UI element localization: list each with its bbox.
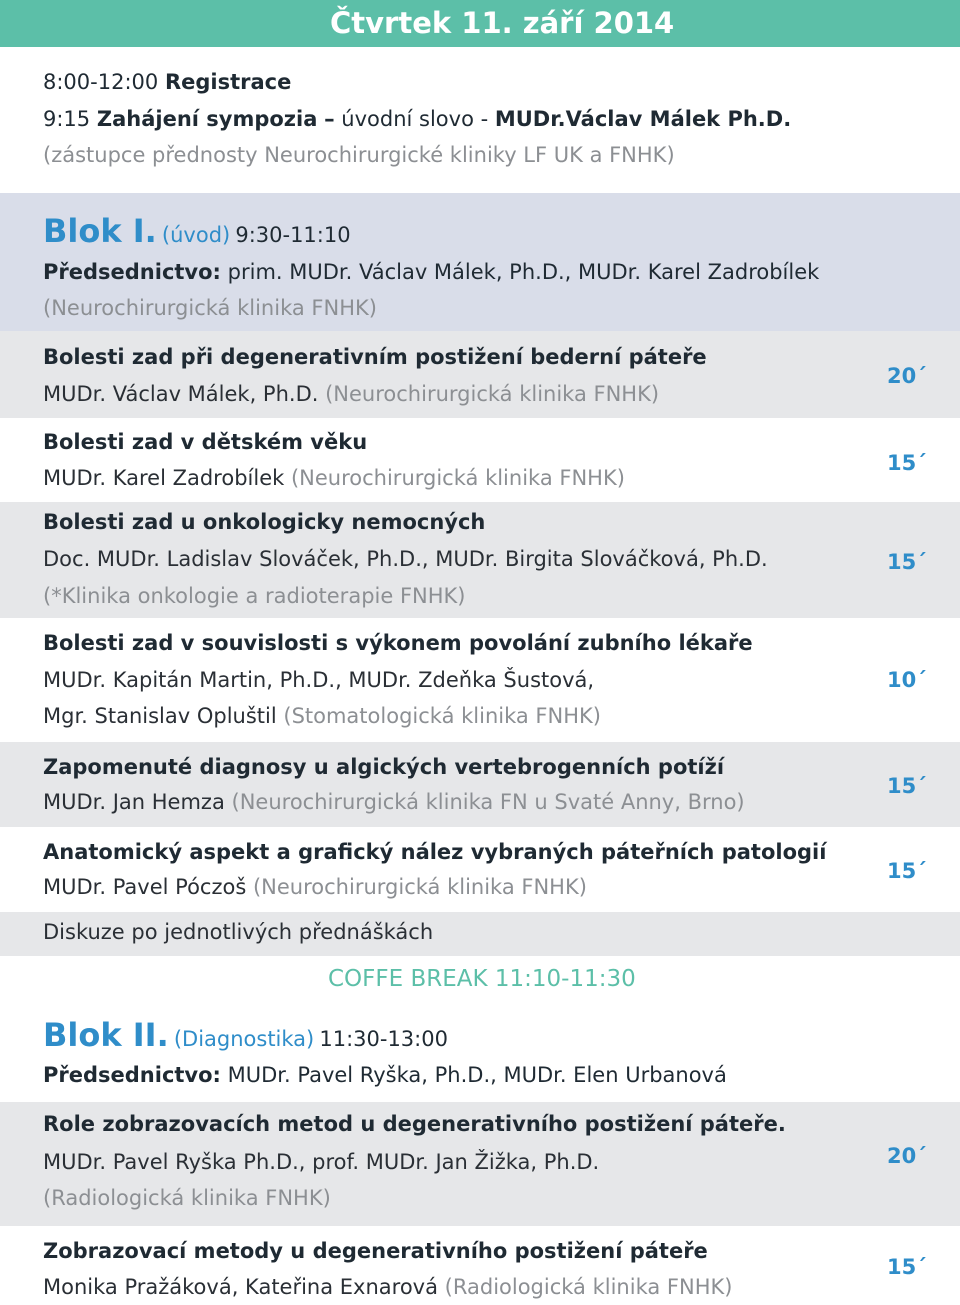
- talk-affiliation: (Radiologická klinika FNHK): [43, 1186, 331, 1210]
- talk-speaker: MUDr. Pavel Ryška Ph.D., prof. MUDr. Jan Žižka, Ph.D.: [43, 1150, 600, 1174]
- talk-affiliation: (Stomatologická klinika FNHK): [283, 704, 601, 728]
- talk-duration: 15´: [887, 550, 927, 574]
- block1-chair-affiliation: (Neurochirurgická klinika FNHK): [43, 296, 377, 320]
- talk-title: Zobrazovací metody u degenerativního postižení páteře: [43, 1239, 708, 1263]
- talk-duration: 15´: [887, 859, 927, 883]
- block2-label: Blok II.: [43, 1016, 169, 1054]
- talk-title: Bolesti zad v dětském věku: [43, 430, 368, 454]
- opening-note: (zástupce přednosty Neurochirurgické kliniky LF UK a FNHK): [43, 143, 675, 167]
- opening-line: [43, 109, 791, 130]
- chair-label: Předsednictvo:: [43, 260, 221, 284]
- block2-theme: (Diagnostika): [173, 1027, 315, 1051]
- talk-speaker-line: [43, 792, 745, 813]
- discussion-text: Diskuze po jednotlivých přednáškách: [43, 920, 434, 944]
- talk-speaker-line: [43, 877, 587, 898]
- opening-word: úvodní slovo -: [341, 107, 489, 131]
- registration-time: 8:00-12:00: [43, 70, 159, 94]
- talk-affiliation: (Neurochirurgická klinika FNHK): [325, 382, 660, 406]
- block1-theme: (úvod): [161, 223, 231, 247]
- talk-speaker: Monika Pražáková, Kateřina Exnarová: [43, 1275, 438, 1299]
- opening-time: 9:15: [43, 107, 91, 131]
- talk-speaker: MUDr. Jan Hemza: [43, 790, 225, 814]
- block2-time: 11:30-13:00: [319, 1027, 448, 1051]
- talk-duration: 15´: [887, 451, 927, 475]
- chair-names: prim. MUDr. Václav Málek, Ph.D., MUDr. Karel Zadrobílek: [227, 260, 820, 284]
- block2-heading: [43, 1016, 448, 1054]
- chair-names: MUDr. Pavel Ryška, Ph.D., MUDr. Elen Urbanová: [227, 1063, 727, 1087]
- talk-speaker: MUDr. Kapitán Martin, Ph.D., MUDr. Zdeňka Šustová,: [43, 668, 595, 692]
- talk-title: Bolesti zad u onkologicky nemocných: [43, 510, 486, 534]
- talk-speaker-line: [43, 706, 601, 727]
- talk-duration: 20´: [887, 1144, 927, 1168]
- opening-dash: –: [324, 107, 335, 131]
- talk-speaker-line: [43, 1277, 732, 1298]
- talk-speaker: MUDr. Václav Málek, Ph.D.: [43, 382, 319, 406]
- talk-affiliation: (Neurochirurgická klinika FNHK): [252, 875, 587, 899]
- talk-speaker-line: [43, 384, 659, 405]
- talk-title: Bolesti zad v souvislosti s výkonem povolání zubního lékaře: [43, 631, 753, 655]
- talk-affiliation: (Neurochirurgická klinika FN u Svaté Anny, Brno): [231, 790, 745, 814]
- registration-line: [43, 72, 291, 93]
- talk-title: Bolesti zad při degenerativním postižení bederní páteře: [43, 345, 707, 369]
- coffee-break: COFFE BREAK 11:10-11:30: [328, 966, 636, 992]
- talk-title: Zapomenuté diagnosy u algických vertebrogenních potíží: [43, 755, 725, 779]
- block2-chairs: [43, 1065, 727, 1086]
- talk-duration: 20´: [887, 364, 927, 388]
- block1-time: 9:30-11:10: [235, 223, 351, 247]
- registration-label: Registrace: [164, 70, 292, 94]
- opening-label: Zahájení sympozia: [96, 107, 318, 131]
- talk-speaker-line: [43, 468, 625, 489]
- opening-speaker: MUDr.Václav Málek Ph.D.: [494, 107, 792, 131]
- block1-chairs: [43, 262, 819, 283]
- block1-label: Blok I.: [43, 212, 157, 250]
- talk-title: Role zobrazovacích metod u degenerativního postižení páteře.: [43, 1112, 786, 1136]
- talk-duration: 15´: [887, 774, 927, 798]
- chair-label: Předsednictvo:: [43, 1063, 221, 1087]
- talk-speaker-2: Mgr. Stanislav Opluštil: [43, 704, 277, 728]
- talk-affiliation: (Neurochirurgická klinika FNHK): [290, 466, 625, 490]
- date-title: Čtvrtek 11. září 2014: [330, 6, 675, 40]
- talk-speaker: MUDr. Pavel Póczoš: [43, 875, 247, 899]
- talk-affiliation: (*Klinika onkologie a radioterapie FNHK): [43, 584, 466, 608]
- talk-speaker: MUDr. Karel Zadrobílek: [43, 466, 285, 490]
- talk-duration: 10´: [887, 668, 927, 692]
- block1-heading: [43, 212, 351, 250]
- talk-speaker: Doc. MUDr. Ladislav Slováček, Ph.D., MUDr. Birgita Slováčková, Ph.D.: [43, 547, 768, 571]
- talk-affiliation: (Radiologická klinika FNHK): [444, 1275, 733, 1299]
- talk-title: Anatomický aspekt a grafický nález vybraných páteřních patologií: [43, 840, 827, 864]
- talk-duration: 15´: [887, 1255, 927, 1279]
